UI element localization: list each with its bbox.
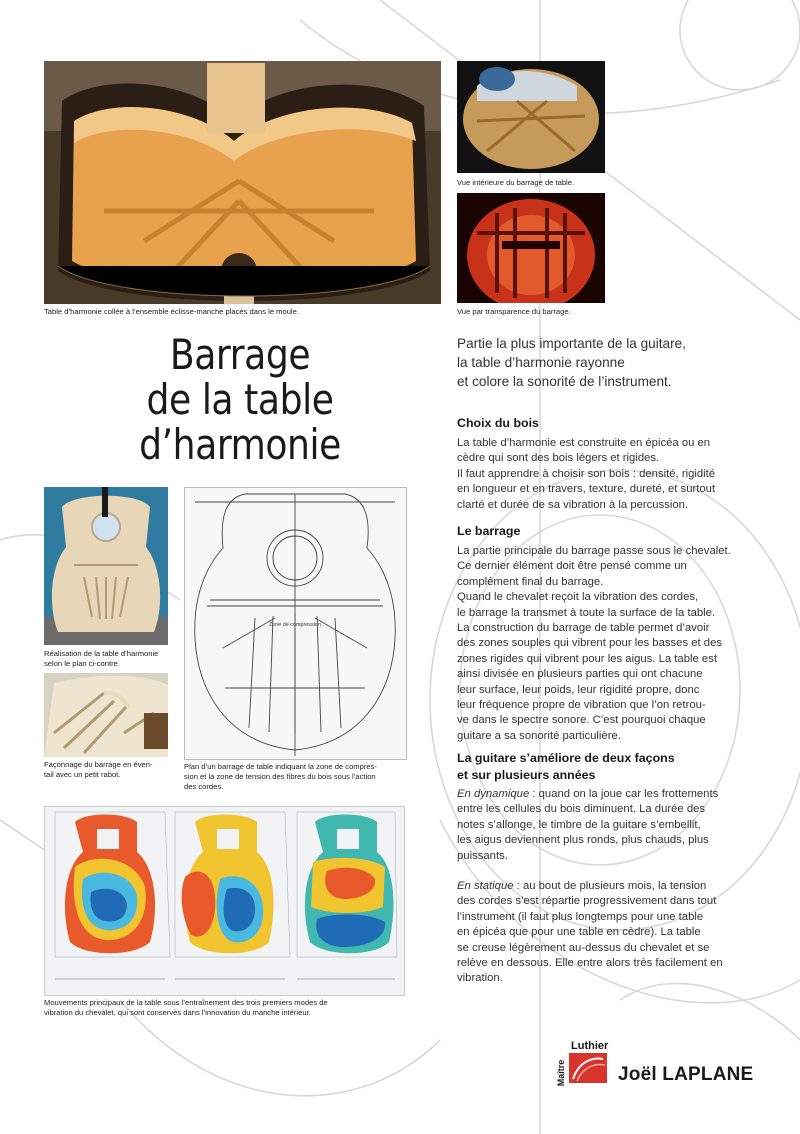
caption-line: vibration du chevalet, qui sont conservés dans l’innovation du manche intérieur. [44, 1008, 311, 1017]
plan-caption [184, 762, 424, 792]
text-line: les aigus deviennent plus ronds, plus chauds, plus [457, 834, 709, 847]
text-line: ainsi divisée en plusieurs parties qui ont chacune [457, 668, 703, 681]
section-amelioration [457, 750, 756, 987]
text-line: puissants. [457, 849, 508, 862]
text-line: Il faut apprendre à choisir son bois : densité, rigidité [457, 467, 716, 480]
static-paragraph [457, 879, 756, 987]
realisation-caption [44, 649, 179, 669]
main-photo-caption: Table d’harmonie collée à l’ensemble éclisse-manche placés dans le moule. [44, 307, 299, 316]
text-line: Ce dernier élément doit être pensé comme un [457, 560, 687, 573]
caption-line: Plan d’un barrage de table indiquant la zone de compres- [184, 762, 377, 771]
text-line: complément final du barrage. [457, 575, 604, 588]
text-line: se creuse légèrement au-dessus du chevalet et se [457, 941, 710, 954]
section-choix-du-bois [457, 415, 756, 513]
title-line-2: de la table [146, 375, 334, 424]
dynamic-label: En dynamique [457, 788, 530, 800]
text-line: cèdre qui sont des bois légers et rigides. [457, 452, 660, 465]
caption-line: des cordes. [184, 782, 224, 791]
caption-line: tail avec un petit rabot. [44, 770, 121, 779]
title-line-3: d’harmonie [139, 420, 341, 469]
caption-line: Mouvements principaux de la table sous l’entraînement des trois premiers modes de [44, 998, 328, 1007]
text-line: La partie principale du barrage passe sous le chevalet. [457, 545, 731, 557]
caption-line: Réalisation de la table d’harmonie [44, 649, 159, 658]
text-line: zones rigides qui vibrent pour les aigus. La table est [457, 652, 717, 665]
caption-line: Façonnage du barrage en éven- [44, 760, 153, 769]
luthier-logo [556, 1040, 766, 1090]
title-line-1: Barrage [169, 330, 311, 379]
interior-view-photo [457, 61, 605, 173]
text-line: guitare a sa sonorité particulière. [457, 729, 621, 742]
text-line: des zones souples qui vibrent pour les basses et des [457, 637, 723, 650]
transparency-caption: Vue par transparence du barrage. [457, 307, 571, 316]
vibration-modes-caption [44, 998, 424, 1018]
faconnage-photo [44, 673, 168, 757]
intro-line-2: la table d’harmonie rayonne [457, 355, 625, 370]
dynamic-paragraph [457, 787, 756, 864]
caption-line: selon le plan ci-contre. [44, 659, 120, 668]
text-line: leur fréquence propre de vibration que l’on retrou- [457, 699, 706, 712]
realisation-photo [44, 487, 168, 645]
logo-name: Joël LAPLANE [618, 1064, 754, 1085]
section-heading: Le barrage [457, 524, 521, 538]
intro-text [457, 334, 777, 391]
section-heading: Choix du bois [457, 416, 539, 430]
vibration-modes-image [44, 806, 405, 996]
bracing-plan-drawing [184, 487, 407, 760]
section-le-barrage [457, 523, 756, 744]
logo-swirl-icon [569, 1053, 607, 1083]
interior-view-caption: Vue intérieure du barrage de table. [457, 178, 575, 187]
text-line: l’instrument (il faut plus longtemps pour une table [457, 910, 704, 923]
intro-line-3: et colore la sonorité de l’instrument. [457, 374, 672, 389]
faconnage-caption [44, 760, 179, 780]
logo-maitre-text: Maître [556, 1059, 566, 1087]
section-heading-line-2: et sur plusieurs années [457, 768, 596, 782]
text-line: entre les cellules du bois diminuent. La durée des [457, 803, 706, 816]
caption-line: sion et la zone de tension des fibres du bois sous l’action [184, 772, 376, 781]
text-line: ve dans le spectre sonore. C’est pourquoi chaque [457, 714, 706, 727]
text-line: La construction du barrage de table permet d’avoir [457, 622, 710, 635]
text-line: en épicéa que pour une table en cèdre). La table [457, 926, 701, 939]
section-body [457, 544, 756, 744]
static-label: En statique [457, 880, 514, 893]
text-line: leur surface, leur poids, leur rigidité propre, donc [457, 683, 700, 696]
plan-zone-label: Zone de compression [269, 622, 321, 628]
section-body [457, 436, 756, 513]
transparency-photo [457, 193, 605, 303]
logo-luthier-text: Luthier [571, 1040, 609, 1052]
text-line: vibration. [457, 972, 503, 985]
main-guitar-photo [44, 61, 441, 304]
section-heading-line-1: La guitare s’améliore de deux façons [457, 751, 675, 765]
text-line: : au bout de plusieurs mois, la tension [513, 880, 707, 893]
text-line: clarté et durée de sa vibration à la percussion. [457, 498, 689, 511]
text-line: en longueur et en travers, texture, dureté, et surtout [457, 483, 716, 496]
text-line: : quand on la joue car les frottements [529, 788, 719, 800]
text-line: des cordes s’est répartie progressivement dans tout [457, 895, 717, 908]
page-title [100, 332, 380, 467]
logo-mark [569, 1053, 607, 1083]
text-line: le barrage la transmet à toute la surface de la table. [457, 606, 716, 619]
text-line: La table d’harmonie est construite en épicéa ou en [457, 437, 711, 449]
text-line: notes s’allonge, le timbre de la guitare s’embellit, [457, 818, 701, 831]
text-line: relève en dessous. Elle entre alors très facilement en [457, 957, 723, 970]
text-line: Quand le chevalet reçoit la vibration des cordes, [457, 591, 699, 604]
intro-line-1: Partie la plus importante de la guitare, [457, 336, 686, 351]
